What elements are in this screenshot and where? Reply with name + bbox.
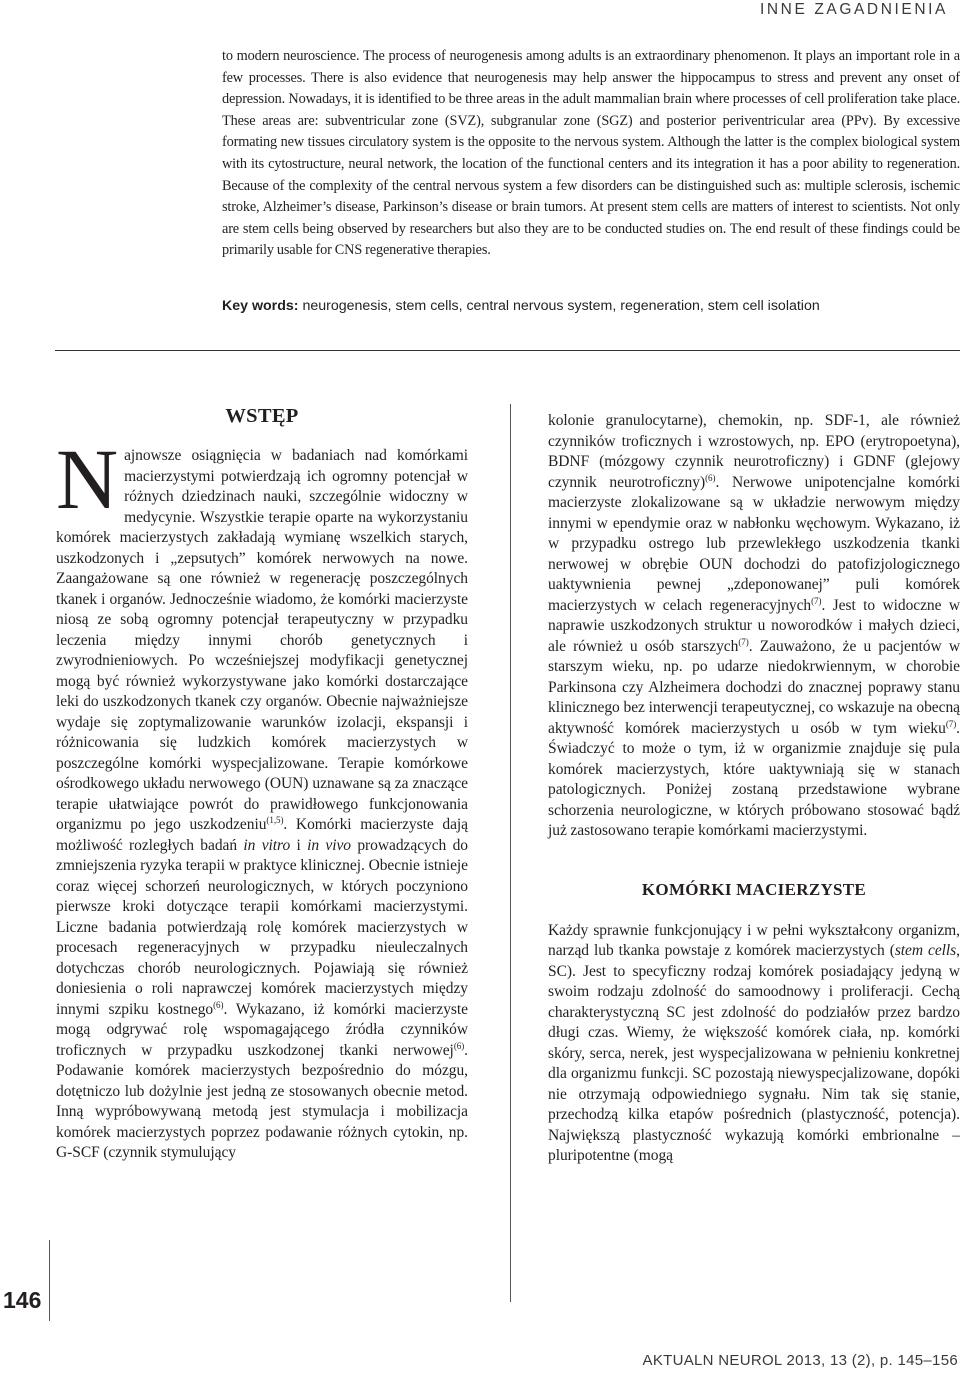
- citation-ref: (6): [213, 999, 224, 1010]
- drop-cap: N: [56, 431, 119, 527]
- citation-ref: (7): [945, 718, 957, 729]
- citation-ref: (6): [453, 1040, 465, 1051]
- keywords: [222, 296, 960, 316]
- left-column: [56, 404, 468, 1164]
- text-run: prowadzących do zmniejszenia ryzyka terapii w praktyce klinicznej. Obecnie istnieje coraz więcej schorzeń neurologicznych, w których poczyniono pierwsze kroki dotyczące terapii komórkami macierzystymi. Liczne badania potwierdzają rolę komórek macierzystych w procesach regeneracyjnych w przypadku nieuleczalnych dotychczas chorób neurologicznych. Pojawiają się również doniesienia o roli naprawczej komórek macierzystych między innymi szpiku kostnego: [56, 836, 468, 1018]
- text-run: . Świadczyć to może o tym, iż w organizmie znajduje się pula komórek macierzystych, które uaktywniają się w stanach patologicznych. Poniżej zostaną przedstawione wybrane schorzenia neurologiczne, w których próbowano stosować bądź już zastosowano terapie komórkami macierzystymi.: [548, 719, 960, 839]
- citation-ref: (7): [811, 595, 822, 606]
- text-run: . Wykazano, iż komórki macierzyste mogą odgrywać rolę wspomagającego źródła czynników troficznych w przypadku uszkodzonej tkanki nerwowej: [56, 1000, 468, 1059]
- keywords-label: Key words:: [222, 298, 299, 314]
- journal-section-title: INNE ZAGADNIENIA: [759, 1, 948, 18]
- page-number: 146: [3, 1287, 42, 1313]
- text-run: kolonie granulocytarne), chemokin, np. SDF-1, ale również czynników troficznych i wzrostowych, np. EPO (erytropoetyna), BDNF (mózgowy czynnik neurotroficzny) i GDNF (glejowy czynnik neurotroficzny): [548, 412, 960, 491]
- citation-ref: (7): [738, 636, 749, 647]
- column-divider: [510, 404, 511, 1302]
- text-run: ajnowsze osiągnięcia w badaniach nad komórkami macierzystymi potwierdzają ich ogromny potencjał w różnych dziedzinach nauki, szczególnie widoczny w medycynie. Wszystkie terapie oparte na wykorzystaniu komórek macierzystych zakładają wymianę wszelkich starych, uszkodzonych i „zepsutych” komórek nerwowych na nowe. Zaangażowane są one również w regenerację poszczególnych tkanek i organów. Jednocześnie wiadomo, że komórki macierzyste niosą ze sobą ogromny potencjał terapeutyczny w przypadku leczenia między innymi chorób genetycznych i zwyrodnieniowych. Po wcześniejszej modyfikacji genetycznej mogą być również wykorzystywane jako komórki dostarczające leki do uszkodzonych tkanek czy organów. Obecnie najważniejsze wydaje się zoptymalizowanie warunków izolacji, ekspansji i różnicowania się ludzkich komórek macierzystych w poszczególne komórki wyspecjalizowane. Terapie komórkowe ośrodkowego układu nerwowego (OUN) uznawane są za znaczące terapie ułatwiające powrót do prawidłowego funkcjonowania organizmu po jego uszkodzeniu: [56, 447, 468, 833]
- text-run: , SC). Jest to specyficzny rodzaj komórek posiadający jedyną w swoim rodzaju zdolność do samoodnowy i proliferacji. Cechą charakterystyczną SC jest zdolność do podziałów przez bardzo długi czas. Wiemy, że większość komórek ciała, np. komórki skóry, serca, nerek, jest wyspecjalizowana w pełnieniu konkretnej dla organizmu funkcji. SC pozostają niewyspecjalizowane, dopóki nie otrzymają odpowiedniego sygnału. Nim tak się stanie, przechodzą kilka etapów pośrednich (plastyczność, potencja). Największą plastyczność wykazują komórki embrionalne – pluripotentne (mogą: [548, 942, 960, 1164]
- italic-term: in vitro: [243, 836, 291, 854]
- footer-citation: AKTUALN NEUROL 2013, 13 (2), p. 145–156: [642, 1352, 958, 1369]
- section-heading-stem-cells: KOMÓRKI MACIERZYSTE: [641, 879, 867, 899]
- continuation-paragraph: [548, 411, 960, 842]
- text-run: Każdy sprawnie funkcjonujący i w pełni wykształcony organizm, narząd lub tkanka powstaje z komórek macierzystych (: [548, 921, 960, 959]
- abstract-english: [222, 46, 960, 262]
- stem-cells-paragraph: [548, 921, 960, 1167]
- section-heading-introduction: WSTĘP: [225, 405, 299, 427]
- citation-ref: (1,5): [266, 814, 284, 825]
- text-run: . Komórki macierzyste dają możliwość rozległych badań: [56, 816, 468, 854]
- text-run: . Nerwowe unipotencjalne komórki macierzyste zlokalizowane są w układzie nerwowym między innymi w ependymie oraz w nabłonku węchowym. Wykazano, iż w przypadku ostrego lub przewlekłego uszkodzenia tkanki nerwowej w obrębie OUN dochodzi do patofizjologicznego uaktywnienia pewnej „zdeponowanej” puli komórek macierzystych w celach regeneracyjnych: [548, 473, 960, 614]
- italic-term: stem cells: [894, 942, 957, 959]
- keywords-text: neurogenesis, stem cells, central nervous system, regeneration, stem cell isolation: [302, 298, 820, 314]
- page-number-divider: [49, 1240, 50, 1321]
- text-run: . Zauważono, że u pacjentów w starszym wieku, np. po udarze niedokrwiennym, w chorobie Parkinsona czy Alzheimera dochodzi do znacznej poprawy stanu klinicznego bez interwencji terapeutycznej, co wskazuje na obecną aktywność komórek macierzystych u osób w tym wieku: [548, 637, 960, 737]
- italic-term: in vivo: [307, 836, 352, 854]
- text-run: . Podawanie komórek macierzystych bezpośrednio do mózgu, dotętniczo lub dożylnie jest jedną ze stosowanych obecnie metod. Inną wypróbowywaną metodą jest stymulacja i mobilizacja komórek macierzystych poprzez podawanie różnych cytokin, np. G-SCF (czynnik stymulujący: [56, 1041, 468, 1161]
- text-run: . Jest to widoczne w naprawie uszkodzonych struktur u noworodków i małych dzieci, ale również u osób starszych: [548, 596, 960, 655]
- horizontal-divider: [55, 350, 960, 351]
- text-run: i: [290, 836, 308, 854]
- abstract-text: to modern neuroscience. The process of neurogenesis among adults is an extraordinary phenomenon. It plays an important role in a few processes. There is also evidence that neurogenesis may help answer the hippocampus to stress and prevent any onset of depression. Nowadays, it is identified to be three areas in the adult mammalian brain where processes of cell proliferation take place. These areas are: subventricular zone (SVZ), subgranular zone (SGZ) and posterior periventricular area (PPv). By excessive formating new tissues circulatory system is the opposite to the nervous system. Although the latter is the complex biological system with its cytostructure, neural network, the location of the functional centers and its integration it has a poor ability to regeneration. Because of the complexity of the central nervous system a few disorders can be distinguished such as: multiple sclerosis, ischemic stroke, Alzheimer’s disease, Parkinson’s disease or brain tumors. At present stem cells are matters of interest to scientists. Not only are stem cells being observed by researchers but also they are to be conducted studies on. The end result of these findings could be primarily usable for CNS regenerative therapies.: [222, 48, 960, 259]
- introduction-paragraph: [56, 431, 468, 1164]
- right-column: [548, 411, 960, 1167]
- citation-ref: (6): [705, 472, 716, 483]
